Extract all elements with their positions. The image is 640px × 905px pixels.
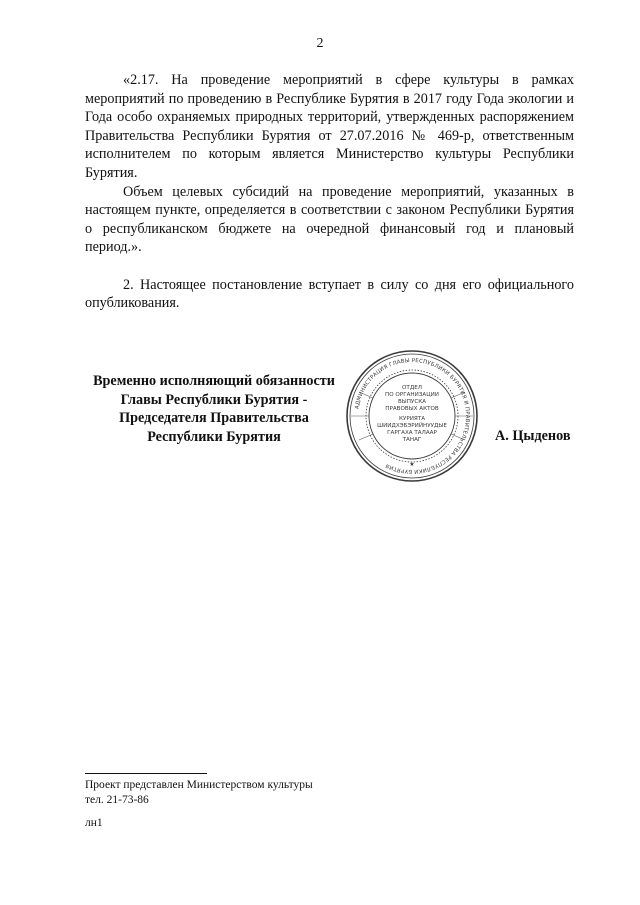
footnote-phone: тел. 21-73-86 xyxy=(85,794,149,806)
official-seal xyxy=(345,348,479,484)
svg-text:ОТДЕЛ: ОТДЕЛ xyxy=(402,385,422,391)
svg-text:ПО ОРГАНИЗАЦИИ: ПО ОРГАНИЗАЦИИ xyxy=(385,392,439,398)
signatory-name: А. Цыденов xyxy=(495,428,571,444)
document-body xyxy=(85,71,574,313)
footnote-prepared-by: Проект представлен Министерством культуры xyxy=(85,779,313,791)
svg-text:КУРИЯТА: КУРИЯТА xyxy=(398,416,426,422)
footnote xyxy=(85,778,313,831)
paragraph-entry-into-force: 2. Настоящее постановление вступает в силу со дня его официального опубликования. xyxy=(85,276,574,312)
signatory-title-line: Председателя Правительства xyxy=(119,410,309,426)
svg-text:ВЫПУСКА: ВЫПУСКА xyxy=(397,399,427,405)
svg-text:ТАНАГ: ТАНАГ xyxy=(402,437,422,443)
svg-text:ШИИДХЭБЭРИЙНУУДЫЕ: ШИИДХЭБЭРИЙНУУДЫЕ xyxy=(377,423,447,429)
footnote-code: лн1 xyxy=(85,817,103,829)
svg-text:ГАРГАХА ТАЛААР: ГАРГАХА ТАЛААР xyxy=(387,430,437,436)
paragraph-2-17: «2.17. На проведение мероприятий в сфере культуры в рамках мероприятий по проведению в Республике Бурятия в 2017 году Года экологии и Года особо охраняемых природных территорий, утвержденных распоряжением Правительства Республики Бурятия от 27.07.2016 № 469-р, ответственным исполнителем по которым является Министерство культуры Республики Бурятия. xyxy=(85,72,574,181)
signatory-title xyxy=(85,372,343,446)
svg-text:★: ★ xyxy=(409,461,415,468)
svg-text:ПРАВОВЫХ АКТОВ: ПРАВОВЫХ АКТОВ xyxy=(385,406,439,412)
page-number: 2 xyxy=(316,36,324,51)
svg-text:АДМИНИСТРАЦИЯ ГЛАВЫ РЕСПУБЛИКИ: АДМИНИСТРАЦИЯ ГЛАВЫ РЕСПУБЛИКИ БУРЯТИЯ И ПРАВИТЕЛЬСТВА РЕСПУБЛИКИ БУРЯТИЯ xyxy=(354,357,471,475)
signatory-title-line: Временно исполняющий обязанности xyxy=(93,373,335,389)
paragraph-subsidies: Объем целевых субсидий на проведение мероприятий, указанных в настоящем пункте, определяется в соответствии с законом Республики Бурятия о республиканском бюджете на очередной финансовый год и плановый период.». xyxy=(85,183,574,256)
signatory-title-line: Республики Бурятия xyxy=(147,428,281,445)
footnote-divider xyxy=(85,773,207,774)
signatory-title-line: Главы Республики Бурятия - xyxy=(120,391,308,408)
